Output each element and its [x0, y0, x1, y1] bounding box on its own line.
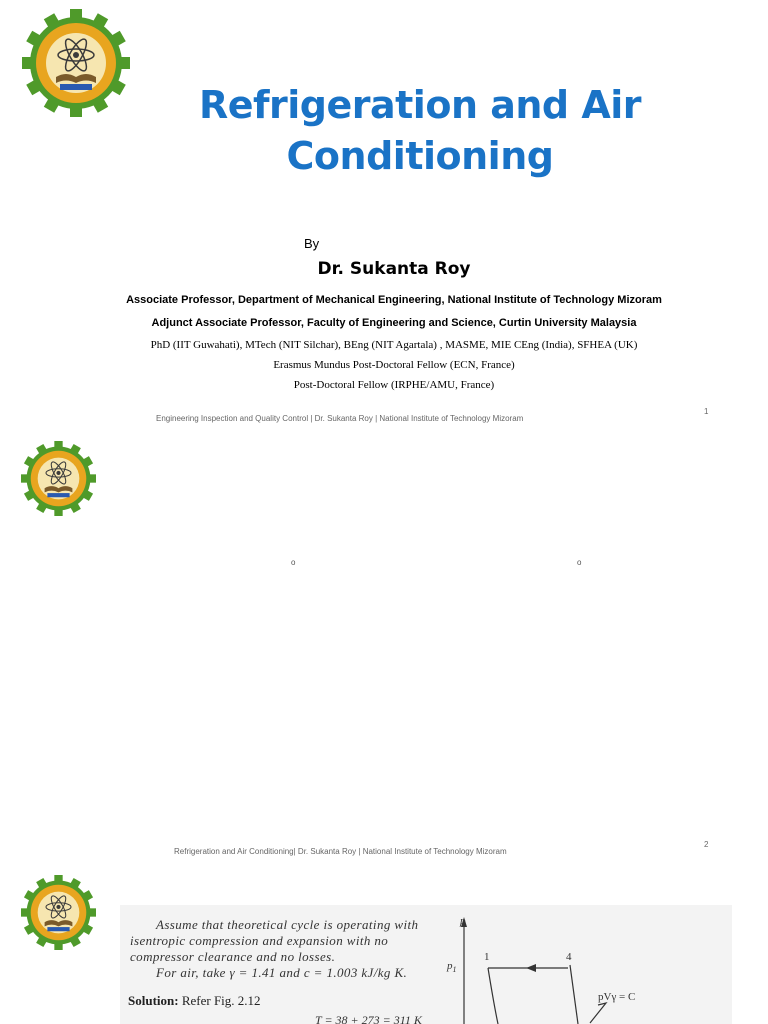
- affiliation-line-1: Associate Professor, Department of Mechanical Engineering, National Institute of Technology Mizoram: [126, 294, 662, 306]
- problem-line-3: compressor clearance and no losses.: [130, 949, 336, 964]
- flow-arrow-icon: [526, 964, 536, 972]
- seal-icon: [21, 875, 96, 950]
- nit-mizoram-logo: [22, 9, 130, 117]
- p1-label-text: p: [447, 960, 453, 972]
- affiliation-line-2: Adjunct Associate Professor, Faculty of Engineering and Science, Curtin University Malaysia: [151, 317, 637, 329]
- slide2-page-number: 2: [704, 840, 709, 849]
- presentation-title: [190, 80, 650, 182]
- pv-diagram: [440, 905, 732, 1024]
- problem-line-2: isentropic compression and expansion with no: [130, 933, 389, 948]
- temperature-equation: T = 38 + 273 = 311 K: [315, 1013, 422, 1024]
- problem-statement: [130, 917, 460, 981]
- empty-placeholder-left: o: [291, 558, 296, 567]
- state-point-1: 1: [484, 951, 490, 963]
- by-label: By: [304, 236, 320, 251]
- expansion-line: [570, 965, 578, 1024]
- nit-mizoram-logo-2: [21, 441, 96, 516]
- degrees-line: PhD (IIT Guwahati), MTech (NIT Silchar), BEng (NIT Agartala) , MASME, MIE CEng (India), SFHEA (UK): [150, 339, 638, 351]
- problem-line-4: [156, 965, 460, 981]
- nit-mizoram-logo-3: [21, 875, 96, 950]
- state-point-4: 4: [566, 951, 572, 963]
- postdoc-line-1: Erasmus Mundus Post-Doctoral Fellow (ECN, France): [273, 359, 515, 371]
- problem-line-1: Assume that theoretical cycle is operating with: [156, 917, 419, 932]
- seal-icon: [22, 9, 130, 117]
- slide2-footer: Refrigeration and Air Conditioning| Dr. Sukanta Roy | National Institute of Technology Mizoram: [174, 847, 507, 856]
- postdoc-line-2: Post-Doctoral Fellow (IRPHE/AMU, France): [293, 379, 495, 391]
- scanned-problem-excerpt: [120, 905, 732, 1024]
- pressure-axis-label: p: [460, 915, 466, 927]
- title-line-2: Conditioning: [286, 134, 554, 178]
- solution-line: [128, 993, 261, 1009]
- compression-curve: [488, 968, 498, 1024]
- slide1-footer: Engineering Inspection and Quality Control | Dr. Sukanta Roy | National Institute of Technology Mizoram: [156, 414, 524, 423]
- slide1-page-number: 1: [704, 407, 709, 416]
- curve-pointer-icon: [590, 1003, 606, 1023]
- polytropic-label: pVγ = C: [598, 991, 636, 1003]
- seal-icon: [21, 441, 96, 516]
- problem-line-4-text: For air, take γ = 1.41 and c = 1.003 kJ/kg K.: [156, 965, 408, 980]
- solution-label: Solution:: [128, 993, 179, 1008]
- p1-label: [447, 960, 457, 974]
- title-line-1: Refrigeration and Air: [198, 83, 642, 127]
- empty-placeholder-right: o: [577, 558, 582, 567]
- author-name: Dr. Sukanta Roy: [317, 259, 471, 279]
- solution-text: Refer Fig. 2.12: [181, 993, 261, 1008]
- p1-label-sub: 1: [452, 965, 457, 975]
